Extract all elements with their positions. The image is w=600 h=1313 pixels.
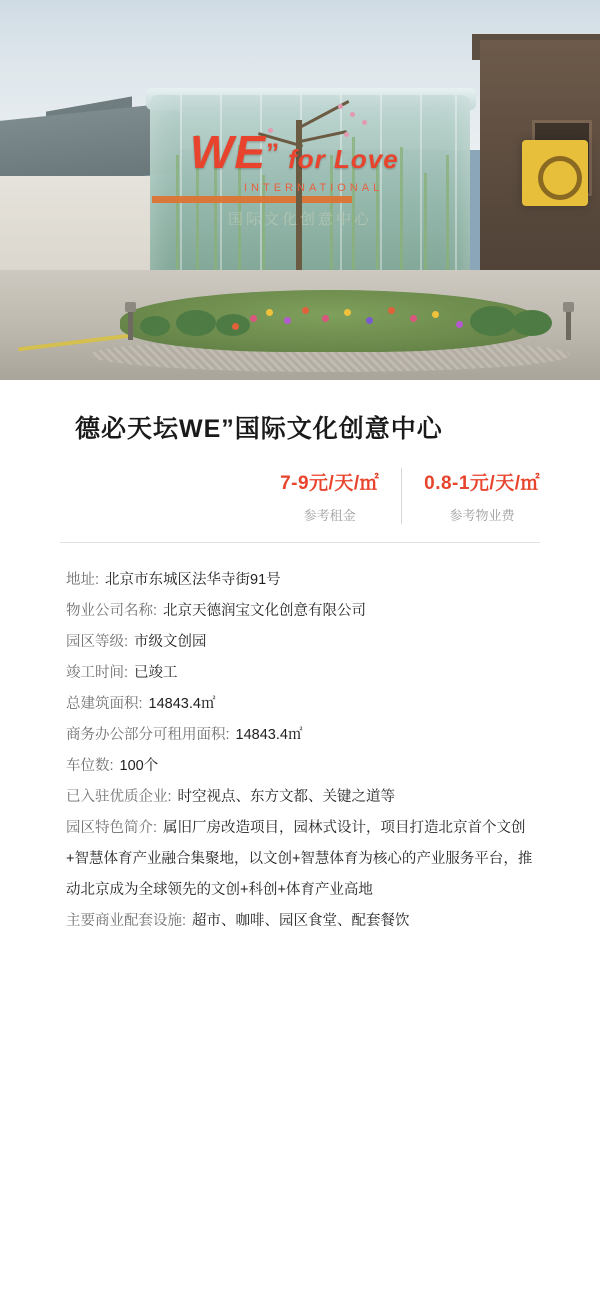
price-block-management-fee (401, 468, 562, 524)
info-row-tenant-companies (66, 782, 540, 813)
info-value: 已竣工 (134, 665, 178, 681)
sign-subtitle: INTERNATIONAL (244, 182, 384, 194)
garden-lamp (128, 310, 133, 340)
page-title: 德必天坛WE”国际文化创意中心 (75, 415, 443, 443)
info-row-park-introduction (66, 813, 540, 906)
info-row-park-grade (66, 627, 540, 658)
sign-chinese-name: 国际文化创意中心 (228, 211, 373, 228)
rent-label: 参考租金 (303, 508, 356, 523)
info-value: 北京市东城区法华寺街91号 (105, 572, 281, 588)
info-key: 商务办公部分可租用面积: (66, 727, 230, 743)
info-value: 北京天德润宝文化创意有限公司 (163, 603, 367, 619)
building-sign (190, 126, 399, 178)
info-key: 地址: (66, 572, 100, 588)
info-row-commercial-facilities (66, 906, 540, 937)
hero-image (0, 0, 600, 380)
price-summary (0, 446, 600, 524)
sign-quote-mark: ” (266, 137, 281, 168)
info-key: 园区等级: (66, 634, 129, 650)
property-detail-card (0, 380, 600, 947)
info-key: 已入驻优质企业: (66, 789, 172, 805)
info-row-management-company (66, 596, 540, 627)
info-key: 园区特色简介: (66, 820, 158, 836)
garden-lamp (566, 310, 571, 340)
info-value: 属旧厂房改造项目，园林式设计，项目打造北京首个文创+智慧体育产业融合集聚地，以文创+智慧体育为核心的产业服务平台，推动北京成为全球领先的文创+科创+体育产业高地 (66, 820, 533, 898)
info-value: 14843.4㎡ (148, 696, 216, 712)
price-block-rent (258, 468, 401, 524)
info-key: 竣工时间: (66, 665, 129, 681)
info-row-parking-spaces (66, 751, 540, 782)
info-value: 超市、咖啡、园区食堂、配套餐饮 (192, 913, 410, 929)
info-value: 100个 (119, 758, 159, 774)
info-key: 物业公司名称: (66, 603, 158, 619)
rent-value: 7-9元/天/㎡ (280, 473, 380, 494)
info-row-completion-time (66, 658, 540, 689)
info-key: 车位数: (66, 758, 114, 774)
info-value: 14843.4㎡ (235, 727, 303, 743)
yellow-medallion-decor (522, 140, 588, 206)
info-row-rentable-office-area (66, 720, 540, 751)
info-row-total-area (66, 689, 540, 720)
info-row-address (66, 565, 540, 596)
sign-we-text: WE (190, 126, 267, 178)
info-key: 总建筑面积: (66, 696, 143, 712)
sign-for-love-text: for Love (288, 144, 399, 174)
info-key: 主要商业配套设施: (66, 913, 187, 929)
management-fee-label: 参考物业费 (449, 508, 515, 523)
info-value: 时空视点、东方文都、关键之道等 (177, 789, 396, 805)
management-fee-value: 0.8-1元/天/㎡ (424, 473, 540, 494)
orange-accent-band (152, 196, 352, 203)
info-list (0, 543, 600, 937)
info-value: 市级文创园 (134, 634, 207, 650)
